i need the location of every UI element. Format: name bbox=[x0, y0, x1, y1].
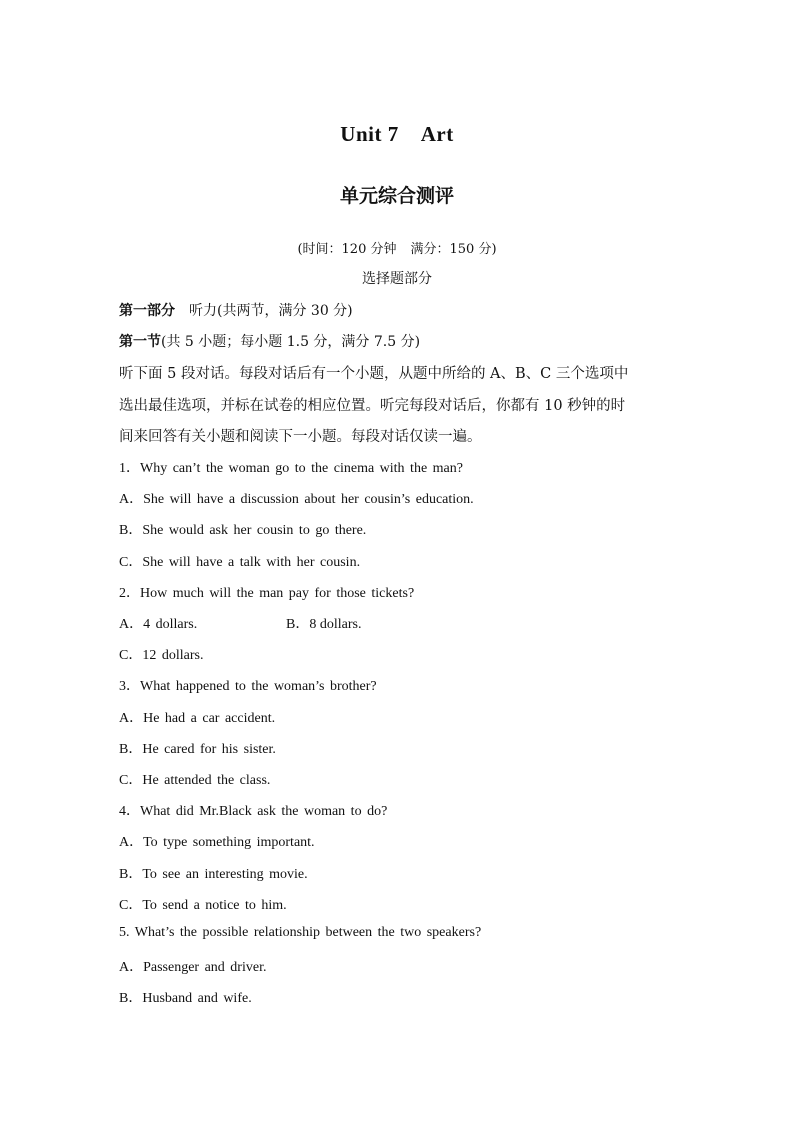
question-option: A．To type something important. bbox=[119, 835, 315, 850]
question-stem: 2．How much will the man pay for those tickets? bbox=[119, 586, 415, 601]
question-option: B．8 dollars. bbox=[286, 617, 362, 632]
question-option: B．She would ask her cousin to go there. bbox=[119, 523, 367, 538]
time-info: (时间：120 分钟 bbox=[297, 242, 397, 257]
section-one-heading bbox=[119, 331, 420, 351]
question-option: A．4 dollars. bbox=[119, 617, 198, 632]
question-option: A．Passenger and driver. bbox=[119, 960, 267, 975]
question-option: C．12 dollars. bbox=[119, 648, 204, 663]
question-option: C．He attended the class. bbox=[119, 773, 271, 788]
instruction-line: 间来回答有关小题和阅读下一小题。每段对话仅读一遍。 bbox=[119, 429, 482, 445]
time-score-info bbox=[0, 238, 794, 257]
question-option: B．Husband and wife. bbox=[119, 991, 252, 1006]
question-option: A．He had a car accident. bbox=[119, 711, 276, 726]
question-stem: 5. What’s the possible relationship between the two speakers? bbox=[119, 925, 482, 940]
section-one-rest: (共 5 小题；每小题 1.5 分，满分 7.5 分) bbox=[161, 334, 421, 350]
question-stem: 3．What happened to the woman’s brother? bbox=[119, 679, 377, 694]
question-option: C．She will have a talk with her cousin. bbox=[119, 555, 361, 570]
page-subtitle: 单元综合测评 bbox=[339, 185, 454, 207]
question-stem: 1．Why can’t the woman go to the cinema with the man? bbox=[119, 461, 463, 476]
question-stem: 4．What did Mr.Black ask the woman to do? bbox=[119, 804, 388, 819]
question-option: B．He cared for his sister. bbox=[119, 742, 276, 757]
question-option: A．She will have a discussion about her cousin’s education. bbox=[119, 492, 474, 507]
unit-label: Unit 7 bbox=[340, 122, 399, 146]
question-option: B．To see an interesting movie. bbox=[119, 867, 308, 882]
unit-topic: Art bbox=[420, 122, 454, 146]
score-info: 满分：150 分) bbox=[410, 242, 497, 257]
part-label: 选择题部分 bbox=[362, 271, 432, 287]
part-one-lead: 第一部分 bbox=[119, 303, 175, 319]
part-one-rest: 听力(共两节，满分 30 分) bbox=[189, 303, 353, 319]
instruction-line: 听下面 5 段对话。每段对话后有一个小题，从题中所给的 A、B、C 三个选项中 bbox=[119, 366, 629, 382]
section-one-lead: 第一节 bbox=[119, 334, 161, 350]
question-option: C．To send a notice to him. bbox=[119, 898, 287, 913]
part-one-heading bbox=[119, 300, 353, 320]
unit-title bbox=[0, 122, 794, 147]
instruction-line: 选出最佳选项，并标在试卷的相应位置。听完每段对话后，你都有 10 秒钟的时 bbox=[119, 398, 626, 414]
